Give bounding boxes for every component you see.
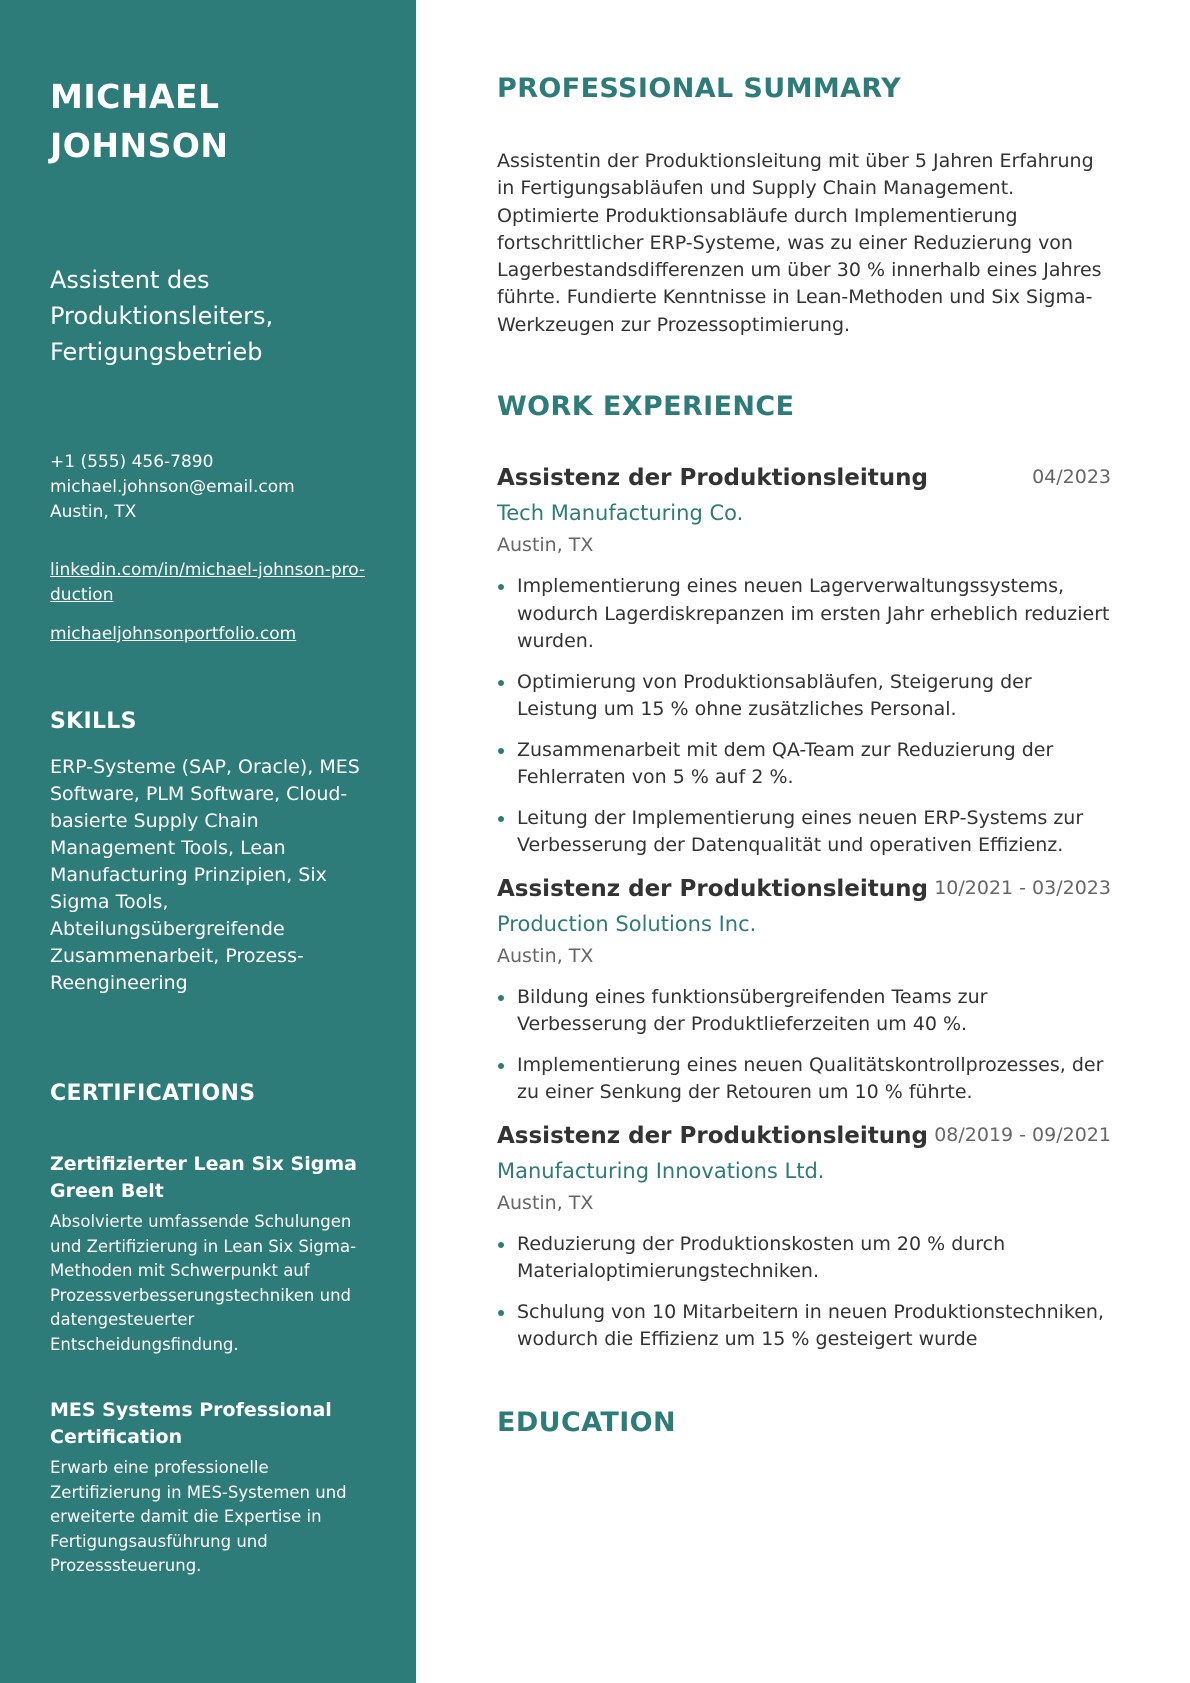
certification-title: Zertifizierter Lean Six Sigma Green Belt — [50, 1153, 357, 1202]
job-bullet: Reduzierung der Produktionskosten um 20 % durch Materialoptimierungstechniken. — [497, 1231, 1111, 1286]
job-title-line-3: Fertigungsbetrieb — [50, 338, 263, 366]
skills-heading: SKILLS — [50, 709, 137, 734]
linkedin-link-line-2: duction — [50, 585, 114, 605]
job-title: Assistenz der Produktionsleitung — [497, 1122, 928, 1149]
job-location: Austin, TX — [497, 1191, 594, 1214]
job-bullets — [497, 573, 1111, 860]
skills-list: ERP-Systeme (SAP, Oracle), MES Software, PLM Software, Cloud-basierte Supply Chain Management Tools, Lean Manufacturing Prinzipien, Six Sigma Tools, Abteilungsübergreifende Zusammenarbeit, Prozess-Reengineering — [50, 756, 360, 994]
name-first: MICHAEL — [50, 77, 220, 116]
contact-email: michael.johnson@email.com — [50, 477, 295, 497]
summary-text: Assistentin der Produktionsleitung mit über 5 Jahren Erfahrung in Fertigungsabläufen und Supply Chain Management. Optimierte Produktionsabläufe durch Implementierung fortschrittlicher ERP-Systeme, was zu einer Reduzierung von Lagerbestandsdifferenzen um über 30 % innerhalb eines Jahres führte. Fundierte Kenntnisse in Lean-Methoden und Six Sigma-Werkzeugen zur Prozessoptimierung. — [497, 150, 1102, 336]
certification-item — [50, 1397, 372, 1579]
job-title-line-1: Assistent des — [50, 266, 210, 294]
experience-heading: WORK EXPERIENCE — [497, 391, 795, 423]
job-date: 08/2019 - 09/2021 — [934, 1123, 1111, 1146]
certification-item — [50, 1151, 372, 1357]
job-location: Austin, TX — [497, 534, 594, 557]
job-bullet: Zusammenarbeit mit dem QA-Team zur Reduzierung der Fehlerraten von 5 % auf 2 %. — [497, 737, 1111, 792]
contact-location: Austin, TX — [50, 502, 137, 522]
linkedin-link-line-1: linkedin.com/in/michael-johnson-pro- — [50, 560, 366, 580]
certification-description: Absolvierte umfassende Schulungen und Zertifizierung in Lean Six Sigma-Methoden mit Schwerpunkt auf Prozessverbesserungstechniken und datengesteuerter Entscheidungsfindung. — [50, 1212, 357, 1354]
certifications-heading: CERTIFICATIONS — [50, 1081, 256, 1106]
portfolio-link[interactable]: michaeljohnsonportfolio.com — [50, 624, 297, 644]
job-title: Assistenz der Produktionsleitung — [497, 875, 928, 902]
job-company: Tech Manufacturing Co. — [497, 501, 744, 526]
job-location: Austin, TX — [497, 944, 594, 967]
education-heading: EDUCATION — [497, 1406, 677, 1438]
job-entry — [497, 1120, 1111, 1354]
sidebar — [0, 0, 416, 1683]
job-bullet: Optimierung von Produktionsabläufen, Steigerung der Leistung um 15 % ohne zusätzliches Personal. — [497, 669, 1111, 724]
main-content — [497, 70, 1111, 1442]
contact-phone: +1 (555) 456-7890 — [50, 452, 214, 472]
candidate-name — [50, 72, 372, 170]
certification-title: MES Systems Professional Certification — [50, 1399, 332, 1448]
job-company: Manufacturing Innovations Ltd. — [497, 1158, 825, 1183]
job-title: Assistenz der Produktionsleitung — [497, 465, 928, 492]
job-bullet: Implementierung eines neuen Qualitätskontrollprozesses, der zu einer Senkung der Retouren um 10 % führte. — [497, 1052, 1111, 1107]
job-bullet: Schulung von 10 Mitarbeitern in neuen Produktionstechniken, wodurch die Effizienz um 15 % gesteigert wurde — [497, 1299, 1111, 1354]
summary-heading: PROFESSIONAL SUMMARY — [497, 73, 902, 104]
job-title-line-2: Produktionsleiters, — [50, 302, 274, 330]
job-bullet: Bildung eines funktionsübergreifenden Teams zur Verbesserung der Produktlieferzeiten um 40 %. — [497, 984, 1111, 1039]
job-bullet: Leitung der Implementierung eines neuen ERP-Systems zur Verbesserung der Datenqualität und operativen Effizienz. — [497, 805, 1111, 860]
job-entry — [497, 873, 1111, 1107]
certification-description: Erwarb eine professionelle Zertifizierung in MES-Systemen und erweiterte damit die Expertise in Fertigungsausführung und Prozesssteuerung. — [50, 1458, 347, 1575]
job-date: 10/2021 - 03/2023 — [934, 876, 1111, 899]
job-company: Production Solutions Inc. — [497, 911, 757, 936]
job-bullets — [497, 984, 1111, 1107]
name-last: JOHNSON — [50, 126, 229, 165]
contact-info — [50, 450, 372, 525]
candidate-job-title — [50, 262, 372, 370]
job-entry — [497, 462, 1111, 860]
job-bullet: Implementierung eines neuen Lagerverwaltungssystems, wodurch Lagerdiskrepanzen im ersten Jahr erheblich reduziert wurden. — [497, 573, 1111, 656]
job-date: 04/2023 — [1032, 466, 1111, 489]
profile-links — [50, 558, 372, 647]
linkedin-link[interactable] — [50, 558, 372, 608]
job-bullets — [497, 1231, 1111, 1354]
